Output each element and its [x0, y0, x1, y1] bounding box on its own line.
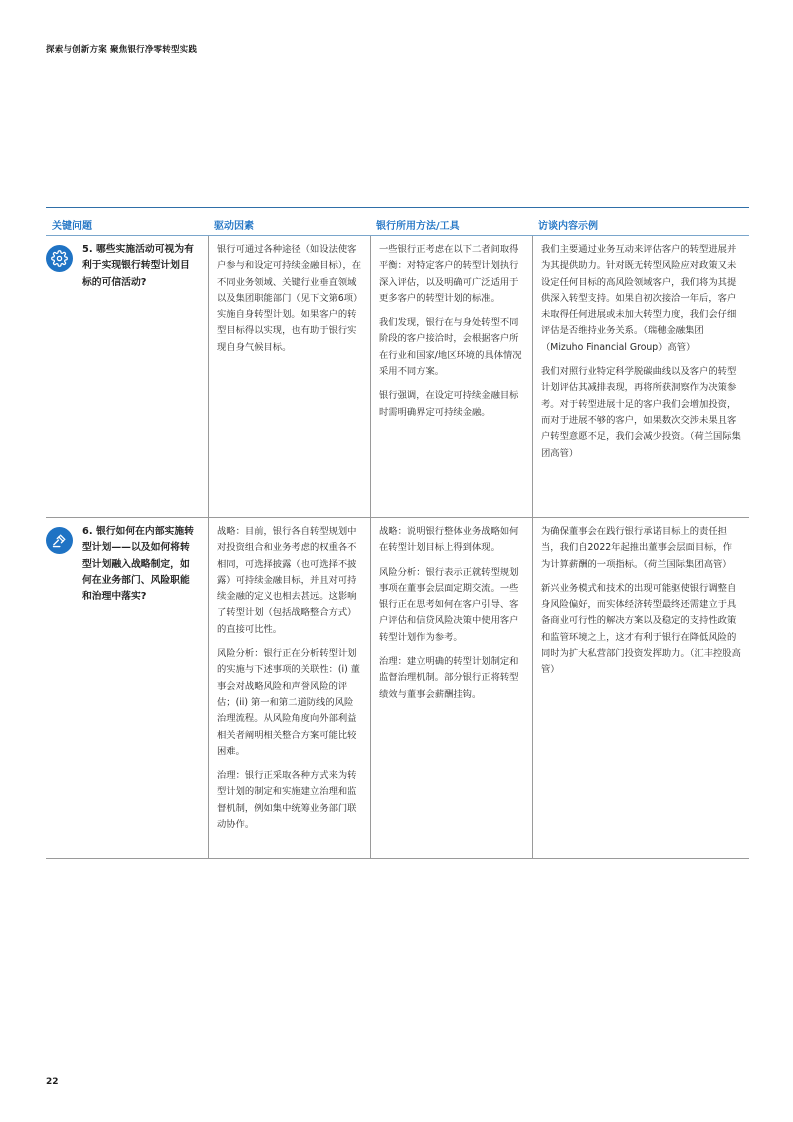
example-paragraph: 新兴业务模式和技术的出现可能驱使银行调整自身风险偏好，而实体经济转型最终还需建立于具备商业可行性的解决方案以及稳定的支持性政策和监管环境之上，这才有利于银行在降低风险的同时为扩大私营部门投资发挥助力。（汇丰控股高管）: [541, 582, 741, 676]
examples-cell: [532, 236, 749, 517]
methods-paragraph: 战略：说明银行整体业务战略如何在转型计划目标上得到体现。: [379, 526, 519, 554]
example-paragraph: 我们主要通过业务互动来评估客户的转型进展并为其提供助力。针对既无转型风险应对政策又未设定任何目标的高风险领域客户，我们将为其提供深入转型支持。如果自初次接洽一年后，客户未取得任何进展或未加大转型力度，我们会仔细评估是否维持业务关系。（瑞穗金融集团（Mizuho Financial Group）高管）: [541, 244, 737, 353]
key-questions-table: [46, 207, 749, 859]
example-paragraph: 我们对照行业特定科学脱碳曲线以及客户的转型计划评估其减排表现，再将所获洞察作为决策参考。对于转型进展十足的客户我们会增加投资，而对于进展不够的客户，如果数次交涉未果且客户转型意愿不足，我们会减少投资。（荷兰国际集团高管）: [541, 366, 741, 459]
column-header-key-question: 关键问题: [52, 221, 92, 232]
running-title: 探索与创新方案 聚焦银行净零转型实践: [46, 45, 198, 55]
methods-paragraph: 一些银行正考虑在以下二者间取得平衡：对特定客户的转型计划执行深入评估，以及明确可广泛适用于更多客户的转型计划的标准。: [379, 244, 519, 304]
drivers-paragraph: 银行可通过各种途径（如设法使客户参与和设定可持续金融目标），在不同业务领域、关键行业垂直领域以及集团职能部门（见下文第6项）实施自身转型计划。如果客户的转型目标得以实现，也有助于银行实现自身气候目标。: [217, 244, 362, 353]
examples-cell: [532, 518, 749, 858]
methods-cell: [370, 236, 532, 517]
methods-cell: [370, 518, 532, 858]
page-number: 22: [46, 1077, 59, 1087]
column-header-interview-examples: 访谈内容示例: [538, 221, 598, 232]
drivers-paragraph: 战略：目前，银行各自转型规划中对投资组合和业务考虑的权重各不相同，可选择披露（也可选择不披露）可持续金融目标，并且对可持续金融的定义也相去甚远。这影响了转型计划（包括战略整合方式）的直接可比性。: [217, 526, 357, 635]
column-header-drivers: 驱动因素: [214, 221, 254, 232]
methods-paragraph: 风险分析：银行表示正就转型规划事项在董事会层面定期交流。一些银行正在思考如何在客户引导、客户评估和信贷风险决策中使用客户转型计划作为参考。: [379, 566, 519, 643]
table-row: [46, 236, 749, 518]
example-paragraph: 为确保董事会在践行银行承诺目标上的责任担当，我们自2022年起推出董事会层面目标，作为计算薪酬的一项指标。（荷兰国际集团高管）: [541, 526, 733, 570]
gear-icon: [46, 245, 73, 272]
column-header-methods: 银行所用方法/工具: [376, 221, 460, 232]
drivers-paragraph: 治理：银行正采取各种方式来为转型计划的制定和实施建立治理和监督机制，例如集中统筹业务部门联动协作。: [217, 770, 357, 831]
question-cell: [46, 236, 208, 517]
table-header: [46, 208, 749, 236]
key-question-text: 5. 哪些实施活动可视为有利于实现银行转型计划目标的可信活动?: [82, 244, 194, 288]
key-question-text: 6. 银行如何在内部实施转型计划——以及如何将转型计划融入战略制定，如何在业务部门、风险职能和治理中落实?: [82, 526, 194, 603]
drivers-paragraph: 风险分析：银行正在分析转型计划的实施与下述事项的关联性：(i) 董事会对战略风险和声誉风险的评估；(ii) 第一和第二道防线的风险治理流程。从风险角度向外部利益相关者阐明相关整合方案可能比较困难。: [217, 648, 360, 757]
methods-paragraph: 银行强调，在设定可持续金融目标时需明确界定可持续金融。: [379, 390, 519, 418]
drivers-cell: [208, 518, 370, 858]
gavel-icon: [46, 527, 73, 554]
methods-paragraph: 我们发现，银行在与身处转型不同阶段的客户接洽时，会根据客户所在行业和国家/地区环境的具体情况采用不同方案。: [379, 317, 522, 378]
question-cell: [46, 518, 208, 858]
table-row: [46, 518, 749, 859]
drivers-cell: [208, 236, 370, 517]
methods-paragraph: 治理：建立明确的转型计划制定和监督治理机制。部分银行正将转型绩效与董事会薪酬挂钩。: [379, 656, 519, 700]
